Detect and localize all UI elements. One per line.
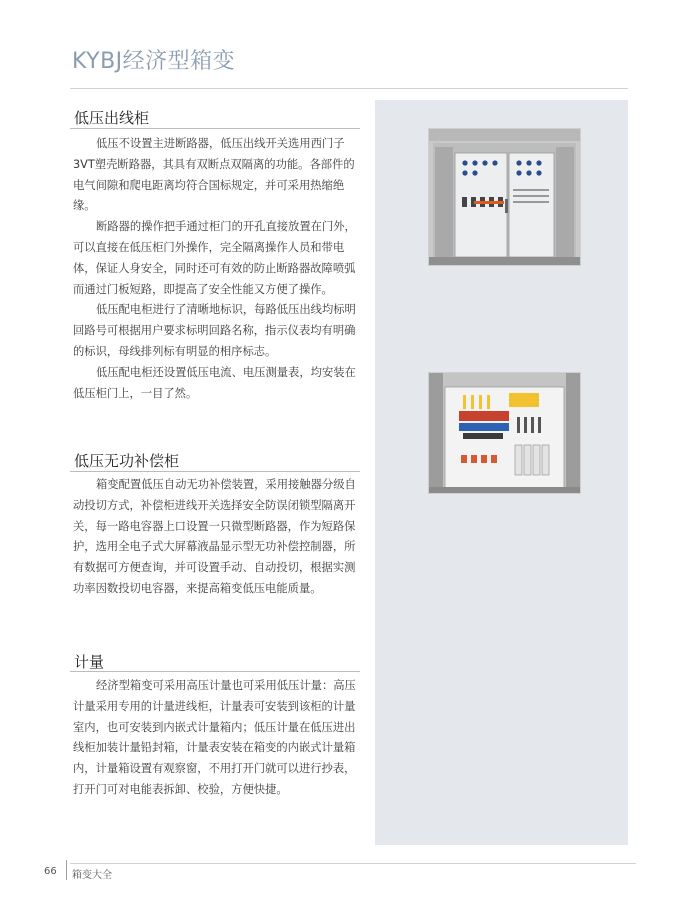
section-divider [70,471,360,472]
footer-label: 箱变大全 [72,870,112,881]
cabinet-photo-compensation [428,372,581,494]
section-title-compensation: 低压无功补偿柜 [74,452,180,470]
paragraph [73,676,365,801]
text-line: 经济型箱变可采用高压计量也可采用低压计量：高压 [96,679,356,692]
title-divider [70,88,628,89]
text-line: 低压柜门上，一目了然。 [73,386,198,400]
page-number: 66 [44,866,57,877]
cabinet-front-image [429,129,580,265]
section-body-metering [73,676,365,801]
cabinet-open-image [429,373,580,493]
text-line: 回路号可根据用户要求标明回路名称，指示仪表均有明确 [73,324,356,338]
text-line: 低压配电柜进行了清晰地标识，每路低压出线均标明 [96,303,356,317]
text-line: 功率因数投切电容器，来提高箱变低压电能质量。 [73,581,322,595]
section-divider [70,671,360,672]
paragraph [73,134,365,217]
section-body-compensation [73,475,365,600]
text-line: 内，计量箱设置有观察窗，不用打开门就可以进行抄表， [73,762,356,776]
paragraph [73,300,365,362]
page-title: KYBJ经济型箱变 [72,49,236,74]
footer-separator [66,860,67,880]
text-line: 断路器的操作把手通过柜门的开孔直接放置在门外， [96,220,356,234]
text-line: 3VT塑壳断路器，其具有双断点双隔离的功能。各部件的 [73,157,355,171]
section-title-outgoing: 低压出线柜 [74,109,150,127]
section-title-metering: 计量 [74,653,105,671]
text-line: 室内，也可安装到内嵌式计量箱内；低压计量在低压进出 [73,720,356,734]
text-line: 关，每一路电容器上口设置一只微型断路器，作为短路保 [73,519,356,533]
text-line: 低压不设置主进断路器，低压出线开关选用西门子 [96,137,345,150]
paragraph [73,475,365,600]
text-line: 计量采用专用的计量进线柜，计量表可安装到该柜的计量 [73,699,356,713]
text-line: 电气间隙和爬电距离均符合国标规定，并可采用热缩绝 [73,178,345,192]
text-line: 箱变配置低压自动无功补偿装置，采用接触器分级自 [96,478,356,491]
paragraph [73,363,365,405]
section-divider [70,128,360,129]
text-line: 有数据可方便查询，并可设置手动、自动投切，根据实测 [73,561,356,575]
text-line: 缘。 [73,199,96,213]
text-line: 低压配电柜还设置低压电流、电压测量表，均安装在 [96,365,356,379]
text-line: 打开门可对电能表拆卸、校验，方便快捷。 [73,782,288,796]
text-line: 的标识，母线排列标有明显的相序标志。 [73,344,277,358]
text-line: 线柜加装计量铅封箱，计量表安装在箱变的内嵌式计量箱 [73,741,356,755]
cabinet-photo-outgoing [428,128,581,266]
paragraph [73,217,365,300]
section-body-outgoing [73,134,365,404]
text-line: 而通过门板短路，即提高了安全性能又方便了操作。 [73,282,333,296]
text-line: 护，选用全电子式大屏幕液晶显示型无功补偿控制器，所 [73,540,356,554]
text-line: 体，保证人身安全，同时还可有效的防止断路器故障喷弧 [73,261,356,275]
text-line: 动投切方式，补偿柜进线开关选择安全防误闭锁型隔离开 [73,498,356,512]
text-line: 可以直接在低压柜门外操作，完全隔离操作人员和带电 [73,240,345,254]
footer-divider [70,863,636,864]
